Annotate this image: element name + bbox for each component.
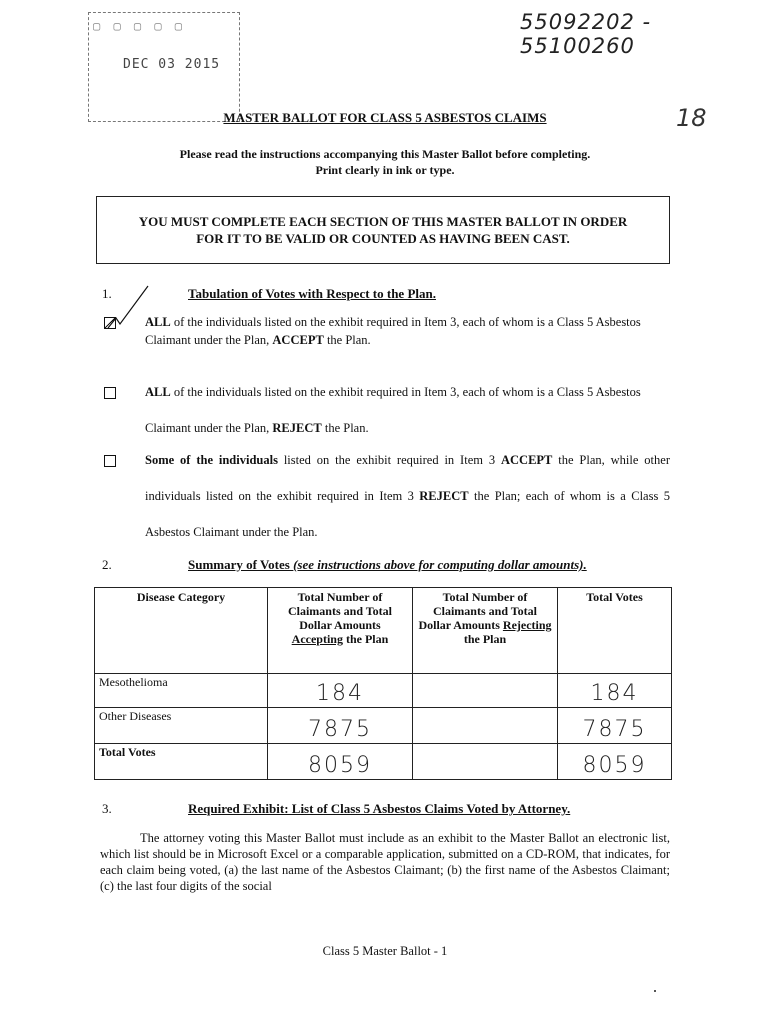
total-value[interactable]: 7875 bbox=[558, 708, 672, 744]
accepting-value[interactable]: 7875 bbox=[268, 708, 413, 744]
rejecting-value[interactable] bbox=[413, 708, 558, 744]
option-reject-all: ALL of the individuals listed on the exhibit required in Item 3, each of whom is a Class 5 Asbestos Claimant under the Plan, REJECT the Plan. bbox=[145, 385, 641, 435]
page-footer: Class 5 Master Ballot - 1 bbox=[322, 944, 448, 958]
row-category: Total Votes bbox=[95, 744, 268, 780]
instructions-line-2: Print clearly in ink or type. bbox=[315, 163, 455, 177]
accepting-value[interactable]: 8059 bbox=[268, 744, 413, 780]
header-total-votes: Total Votes bbox=[558, 588, 672, 674]
table-row bbox=[95, 708, 672, 744]
option-split-vote: Some of the individuals listed on the exhibit required in Item 3 ACCEPT the Plan, while other individuals listed on the exhibit required in Item 3 REJECT the Plan; each of whom is a Class 5 Asbestos Claimant under the Plan. bbox=[145, 453, 670, 539]
stamp-date: DEC 03 2015 bbox=[123, 57, 221, 72]
page-title: MASTER BALLOT FOR CLASS 5 ASBESTOS CLAIMS bbox=[223, 110, 547, 125]
accepting-value[interactable]: 184 bbox=[268, 674, 413, 708]
row-category: Other Diseases bbox=[95, 708, 268, 744]
header-rejecting: Total Number of Claimants and Total Dollar Amounts Rejecting the Plan bbox=[413, 588, 558, 674]
summary-of-votes-table bbox=[94, 587, 672, 780]
instructions-line-1: Please read the instructions accompanying this Master Ballot before completing. bbox=[179, 147, 591, 161]
header-disease-category: Disease Category bbox=[95, 588, 268, 674]
scan-speck bbox=[654, 990, 656, 992]
total-value[interactable]: 8059 bbox=[558, 744, 672, 780]
section-1-number: 1. bbox=[102, 286, 112, 301]
header-accepting: Total Number of Claimants and Total Dollar Amounts Accepting the Plan bbox=[268, 588, 413, 674]
rejecting-value[interactable] bbox=[413, 674, 558, 708]
notice-box bbox=[96, 196, 670, 264]
section-3-number: 3. bbox=[102, 801, 112, 816]
notice-line-1: YOU MUST COMPLETE EACH SECTION OF THIS MASTER BALLOT IN ORDER bbox=[138, 214, 628, 229]
notice-line-2: FOR IT TO BE VALID OR COUNTED AS HAVING BEEN CAST. bbox=[196, 231, 570, 246]
handwritten-margin-mark: 18 bbox=[676, 104, 707, 132]
section-2-number: 2. bbox=[102, 557, 112, 572]
accept-all-checkbox[interactable] bbox=[104, 317, 116, 329]
split-vote-checkbox[interactable] bbox=[104, 455, 116, 467]
section-1-heading: Tabulation of Votes with Respect to the Plan. bbox=[188, 286, 436, 301]
section-2-heading: Summary of Votes (see instructions above for computing dollar amounts). bbox=[188, 557, 587, 572]
table-row bbox=[95, 674, 672, 708]
stamp-header: ▢ ▢ ▢ ▢ ▢ bbox=[93, 19, 186, 33]
rejecting-value[interactable] bbox=[413, 744, 558, 780]
received-stamp bbox=[88, 12, 240, 122]
row-category: Mesothelioma bbox=[95, 674, 268, 708]
option-accept-all: ALL of the individuals listed on the exhibit required in Item 3, each of whom is a Class 5 Asbestos Claimant under the Plan, ACCEPT the Plan. bbox=[145, 315, 641, 347]
table-row bbox=[95, 744, 672, 780]
section-3-heading: Required Exhibit: List of Class 5 Asbestos Claims Voted by Attorney. bbox=[188, 801, 571, 816]
reject-all-checkbox[interactable] bbox=[104, 387, 116, 399]
total-value[interactable]: 184 bbox=[558, 674, 672, 708]
section-3-body: The attorney voting this Master Ballot must include as an exhibit to the Master Ballot an electronic list, which list should be in Microsoft Excel or a comparable application, submitted on a CD-ROM, that indicates, for each claim being voted, (a) the last name of the Asbestos Claimant; (b) the first name of the Asbestos Claimant; (c) the last four digits of the social bbox=[100, 831, 670, 893]
handwritten-claim-range: 55092202 - 55100260 bbox=[520, 10, 652, 58]
